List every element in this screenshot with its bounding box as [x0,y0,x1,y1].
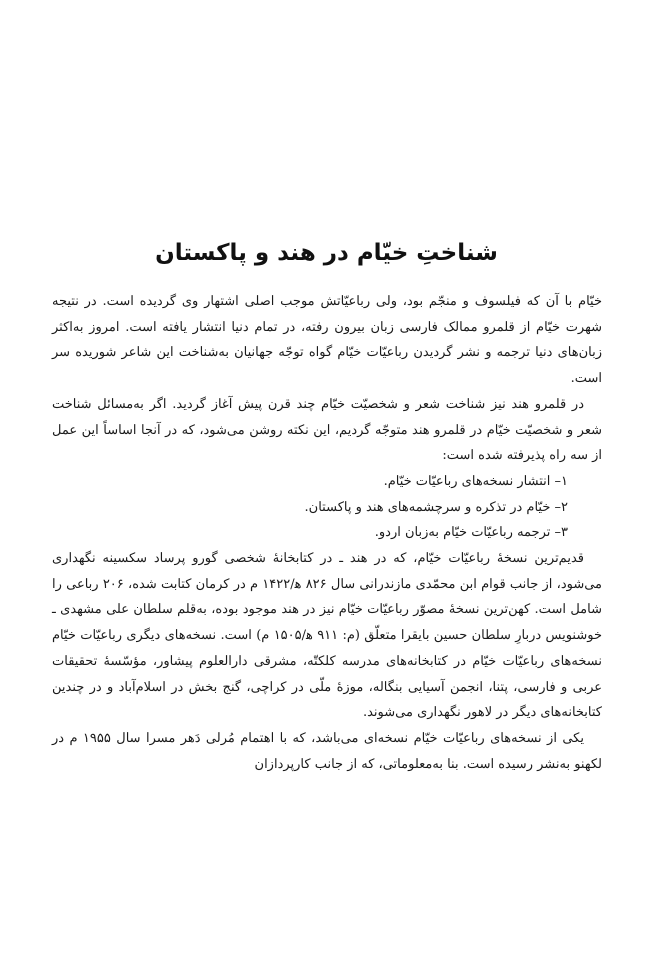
paragraph-publication: یکی از نسخه‌های رباعیّات خیّام نسخه‌ای می‌باشد، که با اهتمام مُرلی دَهر مسرا سال ۱۹۵۵ م در لکهنو به‌نشر رسیده است. بنا به‌معلوماتی، که از جانب کارپردازان [52,730,602,772]
paragraph-intro: خیّام با آن که فیلسوف و منجّم بود، ولی رباعیّاتش موجب اصلی اشتهار وی گردیده است. در نتیجه شهرت خیّام از قلمرو ممالک فارسی زبان بیرون رفته، در تمام دنیا انتشار یافته است. امروز به‌اکثر زبان‌های دنیا ترجمه و نشر گردیدن رباعیّات خیّام گواه توجّه جهانیان به‌شناخت این شاعر شوریده سر است. [52,294,602,387]
paragraph-manuscripts: قدیم‌ترین نسخهٔ رباعیّات خیّام، که در هند ـ در کتابخانهٔ شخصی گورو پرساد سکسینه نگهداری می‌شود، از جانب قوام ابن محمّدی مازندرانی سال ۸۲۶ ﻫ/۱۴۲۲ م در کرمان کتابت شده، ۲۰۶ رباعی را شامل است. کهن‌ترین نسخهٔ مصوّر رباعیّات خیّام نیز در هند موجود بوده، به‌قلم سلطان علی مشهدی ـ خوشنویس دربارِ سلطان حسین بایقرا متعلّق (م: ۹۱۱ ﻫ/۱۵۰۵ م) است. نسخه‌های دیگری رباعیّات خیّام نسخه‌های رباعیّات خیّام در کتابخانه‌های مدرسه کلکتّه، مشرقی دارالعلوم پیشاور، مؤسّسهٔ تحقیقات عربی و فارسی، پتنا، انجمن آسیایی بنگاله، موزهٔ ملّی در کراچی، گنج بخش در اسلام‌آباد و در چندین کتابخانه‌های دیگر در لاهور نگهداری می‌شوند. [52,551,603,721]
list-item: ۱– انتشار نسخه‌های رباعیّات خیّام. [383,473,568,489]
paragraph-india: در قلمرو هند نیز شناخت شعر و شخصیّت خیّام چند قرن پیش آغاز گردید. اگر به‌مسائل شناخت شعر و شخصیّت خیّام در قلمرو هند متوجّه گردیم، این نکته روشن می‌شود، که در آنجا اساساً این عمل از سه راه پذیرفته شده است: [52,396,602,464]
chapter-title: شناختِ خیّام در هند و پاکستان [155,240,498,266]
ways-list [52,469,602,546]
list-item: ۳– ترجمه رباعیّات خیّام به‌زبان اردو. [374,525,568,541]
list-item: ۲– خیّام در تذکره و سرچشمه‌های هند و پاکستان. [304,499,568,515]
body-text [52,289,602,777]
